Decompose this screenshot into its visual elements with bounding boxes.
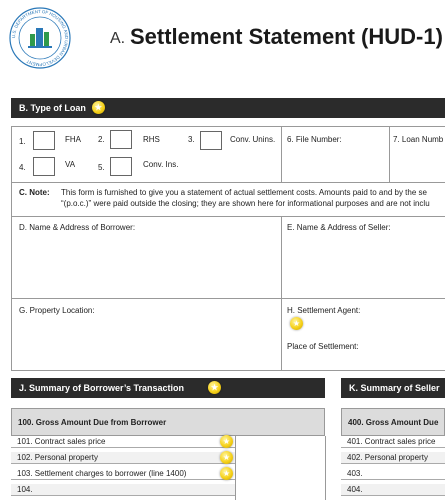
table-row: 102. Personal property <box>11 452 235 464</box>
checkbox-conv-ins[interactable] <box>110 157 132 176</box>
seller-field-label: E. Name & Address of Seller: <box>287 223 391 232</box>
star-icon[interactable]: ★ <box>220 435 233 448</box>
section-j-subheader: 100. Gross Amount Due from Borrower <box>11 408 325 436</box>
note-line-1: This form is furnished to give you a statement of actual settlement costs. Amounts paid to and by the se <box>61 188 427 197</box>
star-icon[interactable]: ★ <box>290 317 303 330</box>
star-icon[interactable]: ★ <box>220 467 233 480</box>
note-label: C. Note: <box>19 188 50 197</box>
section-k-subheader: 400. Gross Amount Due <box>341 408 445 436</box>
table-row: 401. Contract sales price <box>341 436 445 448</box>
table-row: 101. Contract sales price <box>11 436 235 448</box>
table-row: 402. Personal property <box>341 452 445 464</box>
star-icon[interactable]: ★ <box>208 381 221 394</box>
section-b-title: B. Type of Loan <box>19 103 86 113</box>
star-icon[interactable]: ★ <box>92 101 105 114</box>
section-k-title: K. Summary of Seller <box>349 383 440 393</box>
note-line-2: “(p.o.c.)” were paid outside the closing; they are shown here for informational purposes and are not inclu <box>61 199 430 208</box>
option-label-conv-unins: Conv. Unins. <box>230 135 276 144</box>
settlement-agent-label: H. Settlement Agent: <box>287 306 361 315</box>
section-b-header <box>11 98 445 118</box>
file-number-label: 6. File Number: <box>287 135 342 144</box>
option-label-va: VA <box>65 160 76 169</box>
loan-number-label: 7. Loan Numb <box>393 135 444 144</box>
section-j-header <box>11 378 325 398</box>
table-row: 404. <box>341 484 445 496</box>
svg-text:U.S. DEPARTMENT OF HOUSING AND: U.S. DEPARTMENT OF HOUSING AND URBAN DEVELOPMENT <box>10 8 70 68</box>
table-row: 104. <box>11 484 235 496</box>
property-location-label: G. Property Location: <box>19 306 95 315</box>
option-num-1: 1. <box>19 137 26 146</box>
borrower-field-label: D. Name & Address of Borrower: <box>19 223 136 232</box>
checkbox-conv-unins[interactable] <box>200 131 222 150</box>
checkbox-fha[interactable] <box>33 131 55 150</box>
option-num-5: 5. <box>98 163 105 172</box>
option-label-conv-ins: Conv. Ins. <box>143 160 179 169</box>
option-num-3: 3. <box>188 135 195 144</box>
table-row: 403. <box>341 468 445 480</box>
page-title: Settlement Statement (HUD-1) <box>130 24 443 49</box>
checkbox-rhs[interactable] <box>110 130 132 149</box>
section-k-header <box>341 378 445 398</box>
checkbox-va[interactable] <box>33 157 55 176</box>
option-label-rhs: RHS <box>143 135 160 144</box>
hud-seal-logo <box>8 6 72 70</box>
option-num-4: 4. <box>19 163 26 172</box>
star-icon[interactable]: ★ <box>220 451 233 464</box>
section-j-title: J. Summary of Borrower’s Transaction <box>19 383 185 393</box>
place-of-settlement-label: Place of Settlement: <box>287 342 359 351</box>
option-num-2: 2. <box>98 135 105 144</box>
title-prefix: A. <box>110 30 126 47</box>
table-row: 103. Settlement charges to borrower (line 1400) <box>11 468 235 480</box>
option-label-fha: FHA <box>65 135 81 144</box>
